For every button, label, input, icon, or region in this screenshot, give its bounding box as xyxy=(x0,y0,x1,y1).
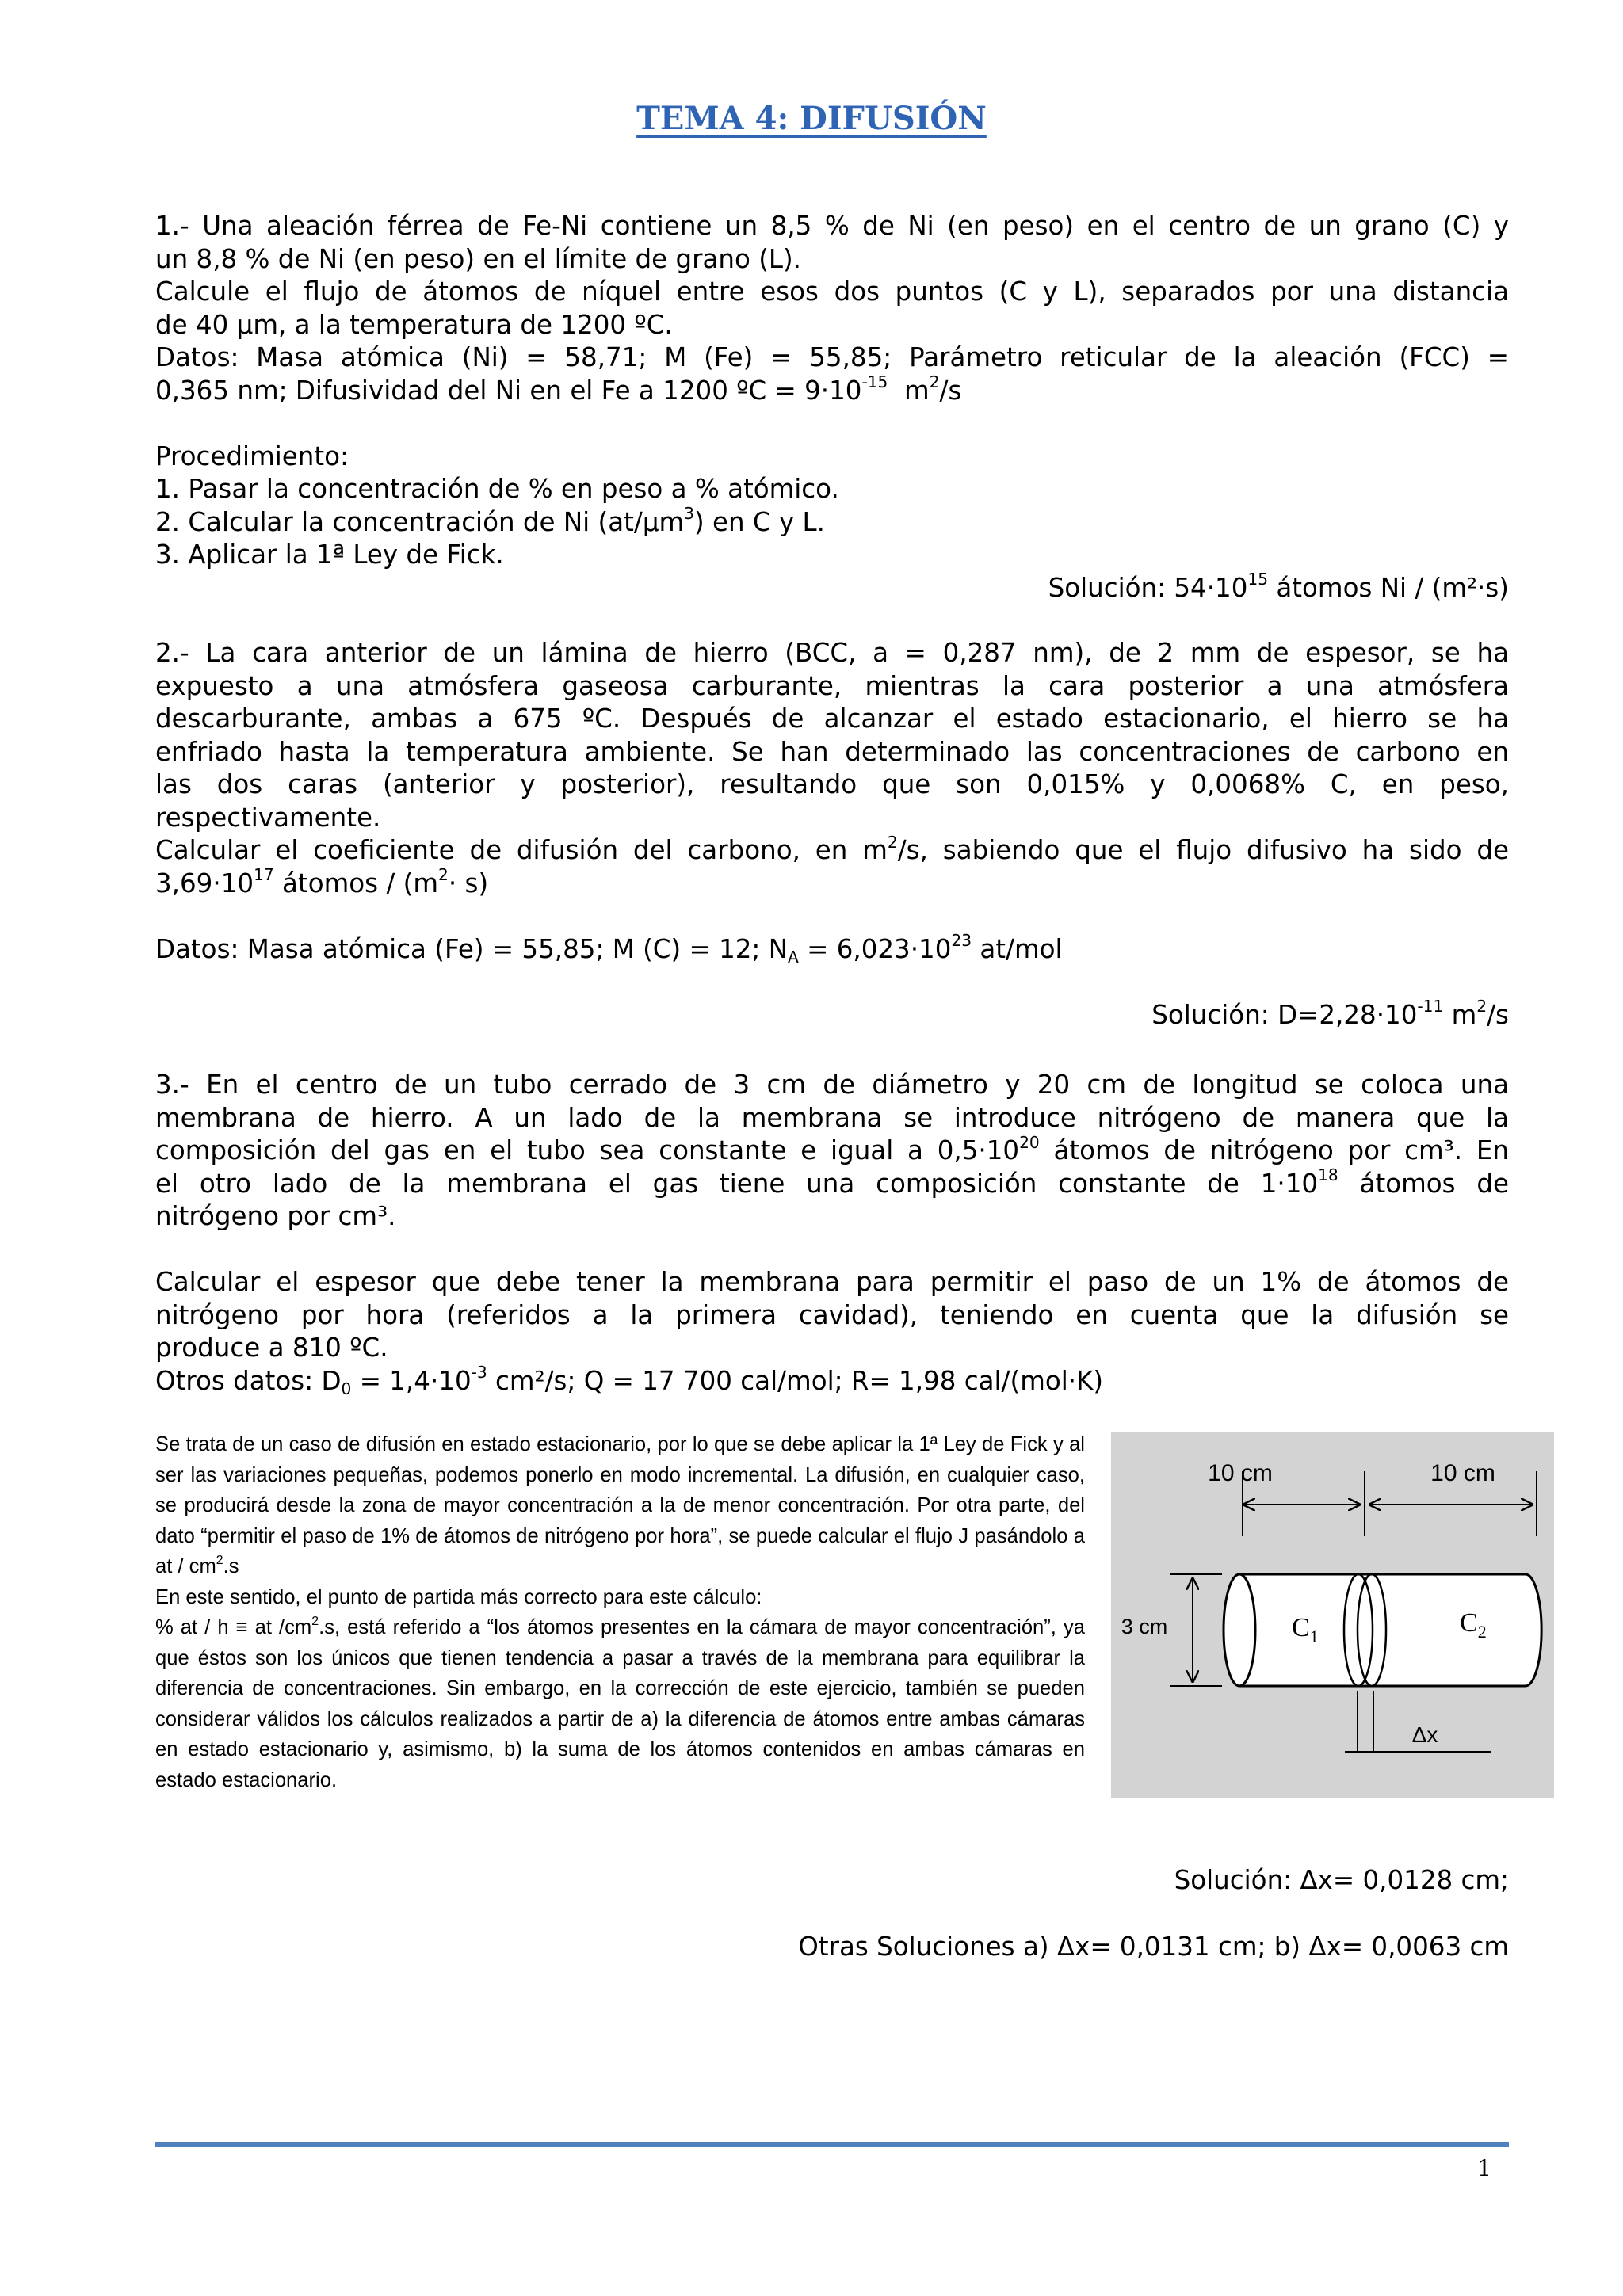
problem-3-solution: Solución: Δx= 0,0128 cm; xyxy=(1174,1865,1509,1895)
problem-3-line: el otro lado de la membrana el gas tiene una composición constante de $1\cdot 10^{18}$ átomos de xyxy=(155,1165,1509,1199)
tube-diagram xyxy=(1111,1432,1554,1798)
problem-2 xyxy=(155,637,1509,1032)
procedure-step: 2. Calcular la concentración de Ni (at/µm$^3$) en C y L. xyxy=(155,504,825,537)
problem-3-line: Calcular el espesor que debe tener la membrana para permitir el paso de un 1% de átomos de xyxy=(155,1267,1509,1297)
note-paragraph: Se trata de un caso de difusión en estado estacionario, por lo que se debe aplicar la 1ª Ley de Fick y al ser las variaciones pequeñas, podemos ponerlo en modo incremental. La difusión, en cualquier caso, se producirá desde la zona de mayor concentración a la de menor concentración. Por otra parte, del dato “permitir el paso de 1% de átomos de nitrógeno por hora”, se puede calcular el flujo J pasándolo a at / $cm^2.s$ xyxy=(155,1433,1085,1577)
tube-diagram-svg xyxy=(1111,1432,1554,1798)
left-length-label: 10 cm xyxy=(1208,1460,1273,1486)
problem-3-solutions xyxy=(155,1864,1509,1963)
problem-2-solution: Solución: $D=2,28\cdot 10^{-11}$ $m^2/s$ xyxy=(1151,997,1509,1030)
page-title: TEMA 4: DIFUSIÓN xyxy=(636,100,987,137)
problem-1-line: Calcule el flujo de átomos de níquel entre esos dos puntos (C y L), separados por una distancia xyxy=(155,277,1509,307)
problem-3 xyxy=(155,1069,1509,1398)
page-number: 1 xyxy=(1477,2155,1491,2181)
problem-2-line: 2.- La cara anterior de un lámina de hierro (BCC, a = 0,287 nm), de 2 mm de espesor, se ha xyxy=(155,638,1509,668)
problem-2-line: expuesto a una atmósfera gaseosa carburante, mientras la cara posterior a una atmósfera xyxy=(155,670,1509,701)
problem-3-line: nitrógeno por cm³. xyxy=(155,1201,396,1231)
thickness-label: Δx xyxy=(1411,1722,1438,1747)
problem-2-line: Calcular el coeficiente de difusión del carbono, en $m^2/s$, sabiendo que el flujo difusivo ha sido de xyxy=(155,832,1509,865)
right-length-label: 10 cm xyxy=(1430,1460,1495,1486)
problem-2-line: enfriado hasta la temperatura ambiente. Se han determinado las concentraciones de carbono en xyxy=(155,736,1509,767)
procedure-step: 3. Aplicar la 1ª Ley de Fick. xyxy=(155,540,504,570)
problem-1-data-line: 0,365 nm; Difusividad del Ni en el Fe a 1200 ºC = $9\cdot 10^{-15}$ $m^2/s$ xyxy=(155,372,962,406)
problem-1-line: un 8,8 % de Ni (en peso) en el límite de grano (L). xyxy=(155,243,802,274)
problem-3-other-data: Otros datos: $D_0 = 1,4\cdot 10^{-3}$ cm²/s; Q = 17 700 cal/mol; R= 1,98 cal/(mol·K) xyxy=(155,1363,1104,1398)
tube-body xyxy=(1239,1574,1541,1686)
c2-label: $C_2$ xyxy=(1460,1608,1487,1642)
problem-1-data-line: Datos: Masa atómica (Ni) = 58,71; M (Fe) = 55,85; Parámetro reticular de la aleación (FCC) = xyxy=(155,342,1509,372)
diameter-label: 3 cm xyxy=(1121,1615,1168,1638)
problem-2-line: descarburante, ambas a 675 ºC. Después de alcanzar el estado estacionario, el hierro se ha xyxy=(155,704,1509,734)
problem-2-line: respectivamente. xyxy=(155,802,381,833)
problem-1-line: de 40 µm, a la temperatura de 1200 ºC. xyxy=(155,309,673,340)
note-paragraph: En este sentido, el punto de partida más correcto para este cálculo: xyxy=(155,1585,762,1608)
problem-1-line: 1.- Una aleación férrea de Fe-Ni contiene un 8,5 % de Ni (en peso) en el centro de un grano (C) y xyxy=(155,211,1509,241)
problem-1-solution: Solución: $54\cdot 10^{15}$ átomos Ni / (m²·s) xyxy=(1048,570,1509,603)
problem-3-other-solutions: Otras Soluciones a) Δx= 0,0131 cm; b) Δx= 0,0063 cm xyxy=(798,1931,1509,1962)
problem-2-line: $3,69\cdot 10^{17}$ átomos / $(m^2\cdot s)$ xyxy=(155,865,489,898)
tube-end xyxy=(1224,1574,1255,1686)
problem-2-data: Datos: Masa atómica (Fe) = 55,85; M (C) = 12; $N_A = 6,023\cdot 10^{23}$ at/mol xyxy=(155,931,1063,967)
c1-label: $C_1$ xyxy=(1292,1613,1319,1646)
problem-1 xyxy=(155,210,1509,605)
procedure-heading: Procedimiento: xyxy=(155,441,349,471)
note-paragraph: % at / h ≡ at $/cm^2.s$, está referido a “los átomos presentes en la cámara de mayor concentración”, ya que éstos son los únicos que tienen tendencia a pasar a través de la membrana para equilibrar la diferencia de concentraciones. Sin embargo, en la corrección de este ejercicio, también se pueden considerar válidos los cálculos realizados a partir de a) la diferencia de átomos entre ambas cámaras en estado estacionario y, asimismo, b) la suma de los átomos contenidos en ambas cámaras en estado estacionario. xyxy=(155,1614,1085,1791)
footer-divider xyxy=(155,2142,1509,2147)
problem-3-line: composición del gas en el tubo sea constante e igual a $0,5\cdot 10^{20}$ átomos de nitrógeno por cm³. En xyxy=(155,1132,1509,1165)
problem-3-line: nitrógeno por hora (referidos a la primera cavidad), teniendo en cuenta que la difusión se xyxy=(155,1299,1509,1330)
problem-3-line: produce a 810 ºC. xyxy=(155,1333,388,1363)
problem-2-line: las dos caras (anterior y posterior), resultando que son 0,015% y 0,0068% C, en peso, xyxy=(155,769,1509,799)
procedure-step: 1. Pasar la concentración de % en peso a % atómico. xyxy=(155,474,839,504)
explanatory-note xyxy=(155,1429,1085,1795)
problem-3-line: membrana de hierro. A un lado de la membrana se introduce nitrógeno de manera que la xyxy=(155,1102,1509,1133)
problem-3-line: 3.- En el centro de un tubo cerrado de 3 cm de diámetro y 20 cm de longitud se coloca una xyxy=(155,1070,1509,1100)
